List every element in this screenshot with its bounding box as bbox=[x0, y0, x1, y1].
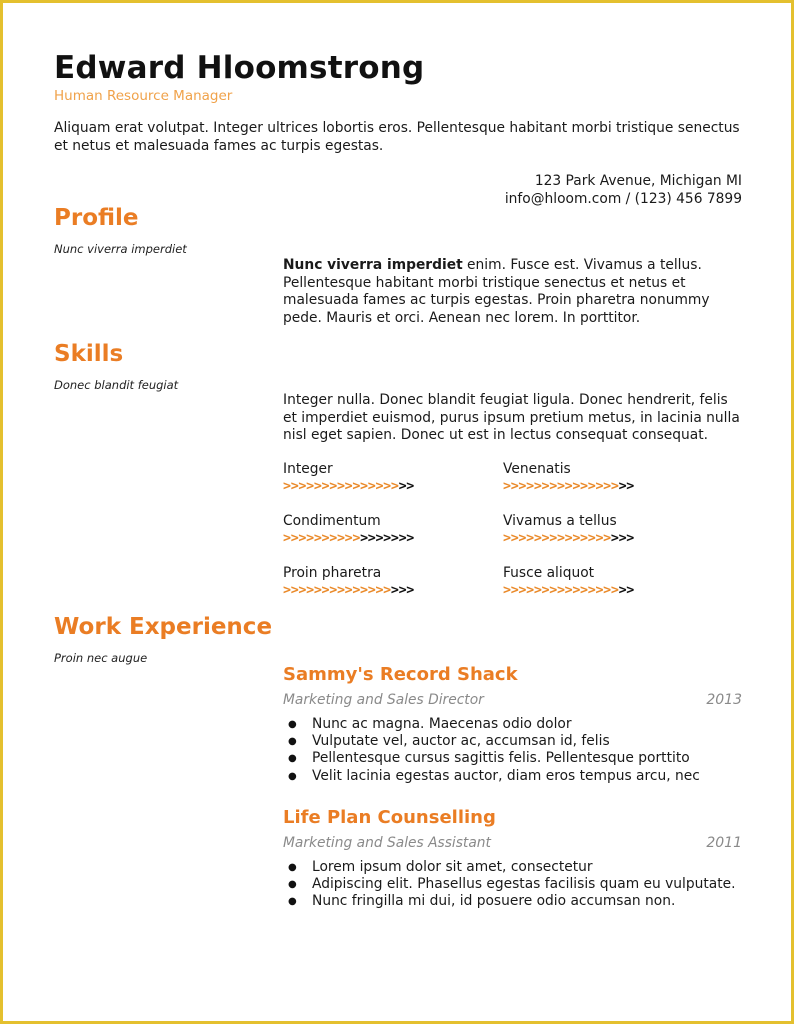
contact-email-phone: info@hloom.com / (123) 456 7899 bbox=[504, 190, 742, 207]
candidate-name: Edward Hloomstrong bbox=[54, 50, 425, 86]
job-bullet: ● Nunc ac magna. Maecenas odio dolor bbox=[283, 716, 745, 733]
job-bullet: ● Lorem ipsum dolor sit amet, consectetur bbox=[283, 859, 745, 876]
job-company: Life Plan Counselling bbox=[283, 807, 496, 828]
skill-name: Integer bbox=[283, 461, 333, 477]
skill-rating bbox=[283, 582, 493, 600]
rating-filled: >>>>>>>>>>>>>> bbox=[283, 583, 391, 598]
skills-text: Integer nulla. Donec blandit feugiat ligula. Donec hendrerit, felis et imperdiet euismod, purus ipsum pretium metus, in lacinia nulla nisl eget sapien. Donec ut est in lectus consequat consequat. bbox=[283, 392, 740, 443]
job-position: Marketing and Sales Director bbox=[283, 692, 484, 708]
rating-filled: >>>>>>>>>>>>>> bbox=[503, 531, 611, 546]
work-subtitle: Proin nec augue bbox=[54, 651, 148, 665]
skills-subtitle: Donec blandit feugiat bbox=[54, 378, 179, 392]
job-bullet: ● Velit lacinia egestas auctor, diam eros tempus arcu, nec bbox=[283, 768, 745, 785]
skill-item bbox=[503, 513, 713, 548]
skill-rating bbox=[503, 478, 713, 496]
job-bullet: ● Vulputate vel, auctor ac, accumsan id, felis bbox=[283, 733, 745, 750]
profile-text bbox=[283, 257, 745, 327]
skill-item bbox=[283, 513, 493, 548]
skill-rating bbox=[503, 582, 713, 600]
skill-item bbox=[503, 461, 713, 496]
skill-name: Venenatis bbox=[503, 461, 571, 477]
skill-item bbox=[503, 565, 713, 600]
skills-heading: Skills bbox=[54, 341, 124, 367]
rating-filled: >>>>>>>>>>>>>>> bbox=[503, 479, 619, 494]
job-year: 2011 bbox=[706, 835, 742, 851]
rating-empty: >>> bbox=[610, 531, 635, 546]
intro-text: Aliquam erat volutpat. Integer ultrices lobortis eros. Pellentesque habitant morbi tristique senectus et netus et malesuada fames ac turpis egestas. bbox=[54, 120, 740, 154]
skill-item bbox=[283, 461, 493, 496]
profile-subtitle: Nunc viverra imperdiet bbox=[54, 242, 187, 256]
job-bullet: ● Nunc fringilla mi dui, id posuere odio accumsan non. bbox=[283, 893, 745, 910]
contact-address: 123 Park Avenue, Michigan MI bbox=[534, 173, 742, 189]
work-heading: Work Experience bbox=[54, 614, 273, 640]
rating-empty: >>>>>>> bbox=[360, 531, 415, 546]
skill-name: Proin pharetra bbox=[283, 565, 382, 581]
skill-name: Condimentum bbox=[283, 513, 381, 529]
skill-name: Vivamus a tellus bbox=[503, 513, 617, 529]
rating-empty: >> bbox=[618, 479, 635, 494]
job-bullets bbox=[283, 859, 745, 911]
profile-body: enim. Fusce est. Vivamus a tellus. Pellentesque habitant morbi tristique senectus et netus et malesuada fames ac turpis egestas. Proin pharetra nonummy pede. Mauris et orci. Aenean nec lorem. In porttitor. bbox=[283, 257, 710, 326]
rating-empty: >> bbox=[618, 583, 635, 598]
rating-empty: >>> bbox=[390, 583, 415, 598]
job-bullet: ● Adipiscing elit. Phasellus egestas facilisis quam eu vulputate. bbox=[283, 876, 745, 893]
skill-rating bbox=[503, 530, 713, 548]
job-bullet: ● Pellentesque cursus sagittis felis. Pellentesque porttito bbox=[283, 750, 745, 767]
rating-empty: >> bbox=[398, 479, 415, 494]
profile-lead: Nunc viverra imperdiet bbox=[283, 257, 463, 273]
contact-block bbox=[505, 173, 742, 208]
rating-filled: >>>>>>>>>>>>>>> bbox=[503, 583, 619, 598]
skill-rating bbox=[283, 478, 493, 496]
skill-name: Fusce aliquot bbox=[503, 565, 595, 581]
skill-rating bbox=[283, 530, 493, 548]
candidate-role: Human Resource Manager bbox=[54, 88, 233, 104]
profile-heading: Profile bbox=[54, 205, 139, 231]
job-position: Marketing and Sales Assistant bbox=[283, 835, 491, 851]
job-year: 2013 bbox=[706, 692, 742, 708]
rating-filled: >>>>>>>>>> bbox=[283, 531, 361, 546]
job-company: Sammy's Record Shack bbox=[283, 664, 518, 685]
rating-filled: >>>>>>>>>>>>>>> bbox=[283, 479, 399, 494]
skill-item bbox=[283, 565, 493, 600]
job-bullets bbox=[283, 716, 745, 785]
